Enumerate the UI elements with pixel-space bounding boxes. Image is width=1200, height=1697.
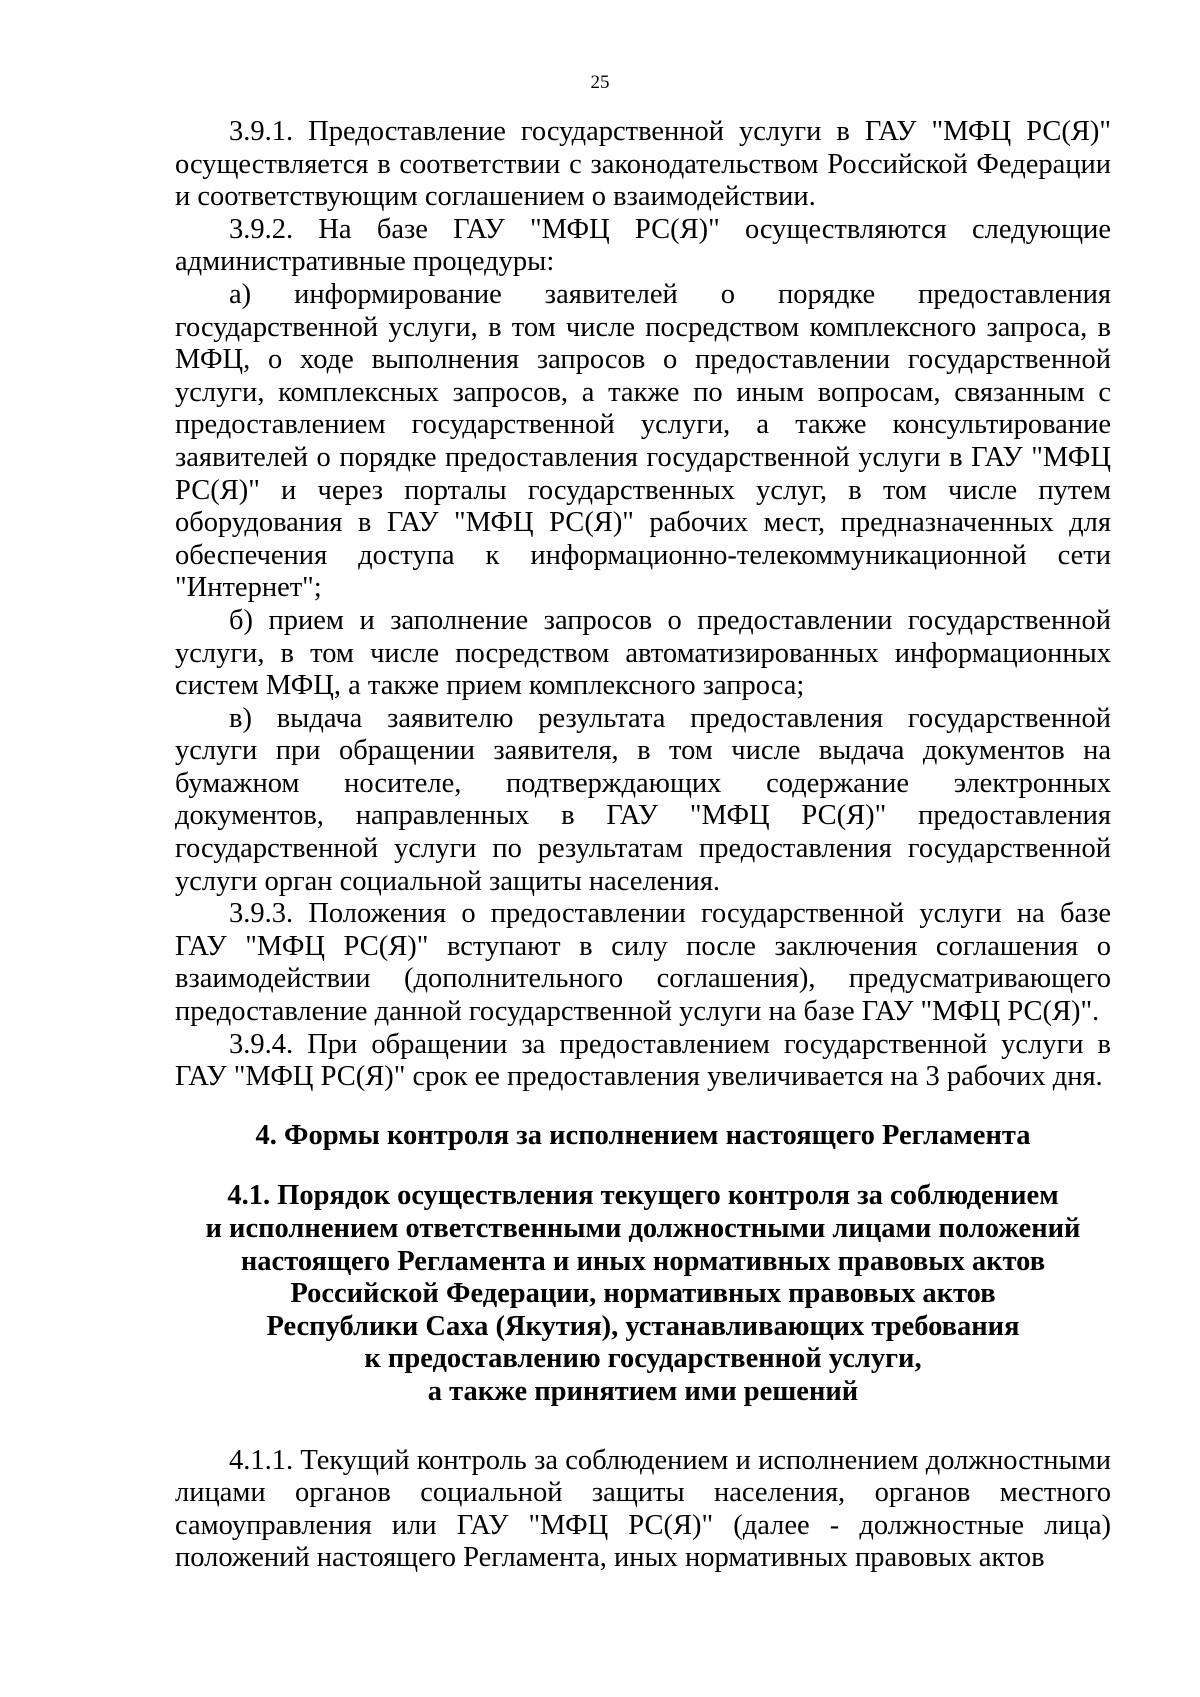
- section-heading-4: 4. Формы контроля за исполнением настоящего Регламента: [255, 1119, 1031, 1151]
- subsection-heading-line: к предоставлению государственной услуги,: [364, 1343, 922, 1375]
- page-number: 25: [590, 72, 610, 93]
- document-body: [175, 116, 1111, 1575]
- paragraph-3-9-2: 3.9.2. На базе ГАУ "МФЦ РС(Я)" осуществляются следующие административные процедуры:: [175, 213, 1111, 278]
- subsection-heading-4-1: [175, 1180, 1111, 1408]
- paragraph-3-9-4: 3.9.4. При обращении за предоставлением государственной услуги в ГАУ "МФЦ РС(Я)" срок ее предоставления увеличивается на 3 рабочих дня.: [175, 1028, 1111, 1093]
- list-item-v: в) выдача заявителю результата предоставления государственной услуги при обращении заявителя, в том числе выдача документов на бумажном носителе, подтверждающих содержание электронных документов, направленных в ГАУ "МФЦ РС(Я)" предоставления государственной услуги по результатам предоставления государственной услуги орган социальной защиты населения.: [175, 702, 1111, 897]
- paragraph-3-9-3: 3.9.3. Положения о предоставлении государственной услуги на базе ГАУ "МФЦ РС(Я)" вступают в силу после заключения соглашения о взаимодействии (дополнительного соглашения), предусматривающего предоставление данной государственной услуги на базе ГАУ "МФЦ РС(Я)".: [175, 898, 1111, 1028]
- subsection-heading-line: настоящего Регламента и иных нормативных правовых актов: [240, 1245, 1046, 1277]
- list-item-b: б) прием и заполнение запросов о предоставлении государственной услуги, в том числе посредством автоматизированных информационных систем МФЦ, а также прием комплексного запроса;: [175, 604, 1111, 702]
- paragraph-4-1-1: 4.1.1. Текущий контроль за соблюдением и исполнением должностными лицами органов социальной защиты населения, органов местного самоуправления или ГАУ "МФЦ РС(Я)" (далее - должностные лица) положений настоящего Регламента, иных нормативных правовых актов: [175, 1444, 1111, 1574]
- paragraph-3-9-1: 3.9.1. Предоставление государственной услуги в ГАУ "МФЦ РС(Я)" осуществляется в соответствии с законодательством Российской Федерации и соответствующим соглашением о взаимодействии.: [175, 116, 1111, 213]
- subsection-heading-line: а также принятием ими решений: [427, 1375, 859, 1407]
- subsection-heading-line: Российской Федерации, нормативных правовых актов: [290, 1278, 996, 1310]
- subsection-heading-line: Республики Саха (Якутия), устанавливающих требования: [266, 1310, 1020, 1342]
- subsection-heading-line: и исполнением ответственными должностными лицами положений: [205, 1213, 1081, 1244]
- list-item-a: а) информирование заявителей о порядке предоставления государственной услуги, в том числе посредством комплексного запроса, в МФЦ, о ходе выполнения запросов о предоставлении государственной услуги, комплексных запросов, а также по иным вопросам, связанным с предоставлением государственной услуги, а также консультирование заявителей о порядке предоставления государственной услуги в ГАУ "МФЦ РС(Я)" и через порталы государственных услуг, в том числе путем оборудования в ГАУ "МФЦ РС(Я)" рабочих мест, предназначенных для обеспечения доступа к информационно-телекоммуникационной сети "Интернет";: [175, 278, 1111, 604]
- subsection-heading-line: 4.1. Порядок осуществления текущего контроля за соблюдением: [227, 1180, 1059, 1212]
